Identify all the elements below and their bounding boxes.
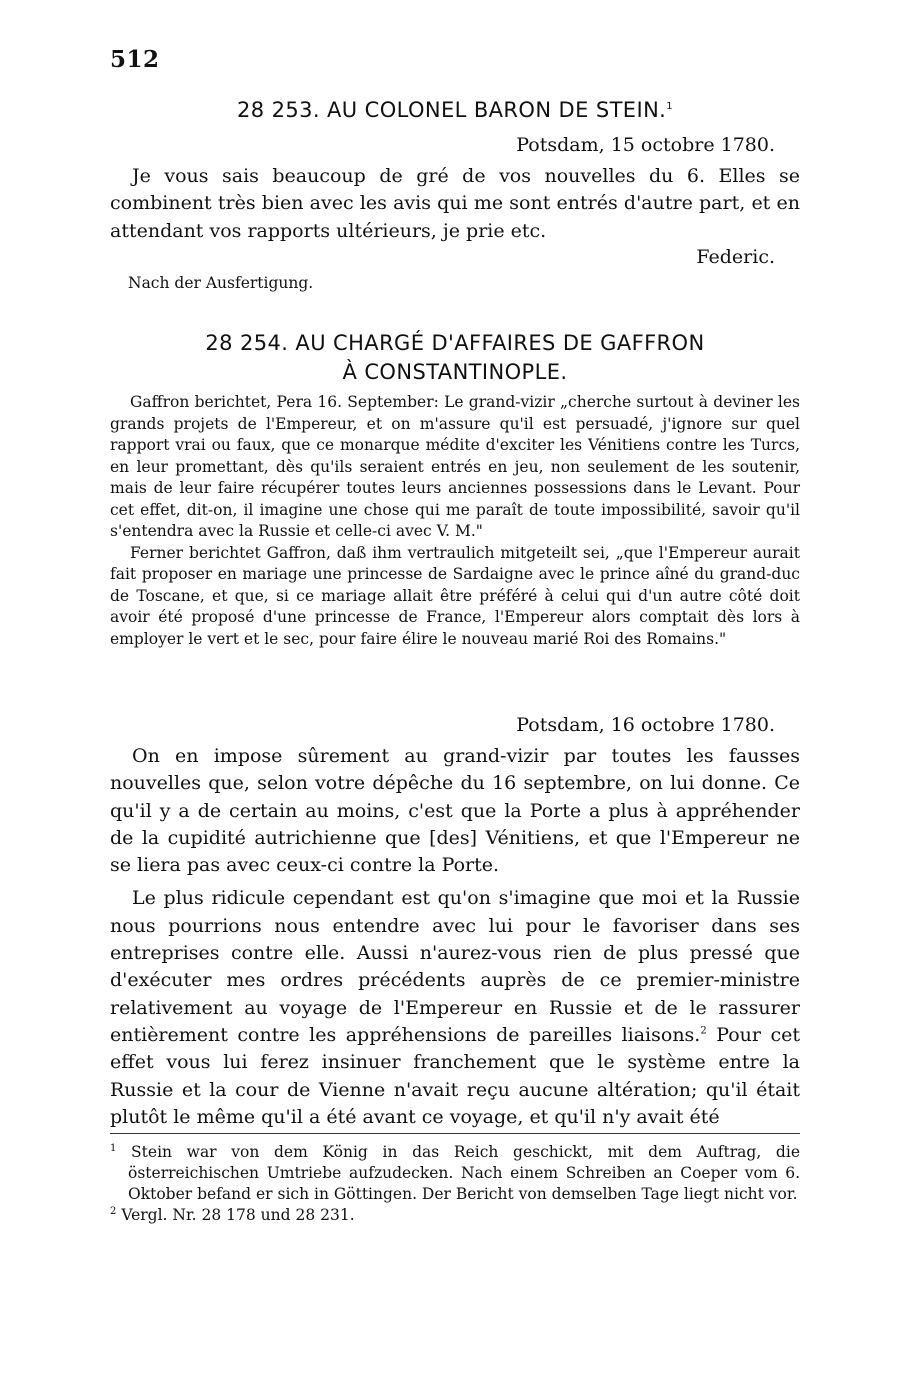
summary-paragraph: Gaffron berichtet, Pera 16. September: Le grand-vizir „cherche surtout à deviner les grands projets de l'Empereur, et on m'assure qu'il est persuadé, j'ignore sur quel rapport vrai ou faux, que ce monarque médite d'exciter les Vénitiens contre les Turcs, en leur promettant, dès qu'ils seraient entrés en jeu, non seulement de les soutenir, mais de leur faire récupérer toutes leurs anciennes possessions dans le Levant. Pour cet effet, dit-on, il imagine une chose qui me paraît de toute impossibilité, savoir qu'il s'entendra avec la Russie et celle-ci avec V. M." bbox=[110, 393, 800, 540]
body-text: Le plus ridicule cependant est qu'on s'imagine que moi et la Russie nous pourrions nous entendre avec lui pour le favoriser dans ses entreprises contre elle. Aussi n'aurez-vous rien de plus pressé que d'exécuter mes ordres précédents auprès de ce premier-ministre relativement au voyage de l'Empereur en Russie et de le rassurer entièrement contre les appréhensions de pareilles liaisons. bbox=[110, 887, 800, 1046]
letter-heading-line: À CONSTANTINOPLE. bbox=[342, 360, 568, 384]
footnote-mark: 1 bbox=[110, 1142, 117, 1154]
footnote-ref: 1 bbox=[666, 101, 674, 112]
dateline: Potsdam, 15 octobre 1780. bbox=[516, 134, 775, 156]
footnote bbox=[110, 1142, 800, 1205]
body-paragraph bbox=[110, 885, 800, 1131]
footnote-text: Vergl. Nr. 28 178 und 28 231. bbox=[121, 1206, 355, 1224]
letter-heading-line: 28 254. AU CHARGÉ D'AFFAIRES DE GAFFRON bbox=[205, 331, 705, 355]
footnote-divider bbox=[110, 1133, 800, 1134]
body-paragraph: On en impose sûrement au grand-vizir par toutes les fausses nouvelles que, selon votre dépêche du 16 septembre, on lui donne. Ce qu'il y a de certain au moins, c'est que la Porte a plus à appréhender de la cupidité autrichienne que [des] Vénitiens, et que l'Empereur ne se liera pas avec ceux-ci contre la Porte. bbox=[110, 745, 800, 877]
footnote-text: Stein war von dem König in das Reich geschickt, mit dem Auftrag, die österreichischen Umtriebe aufzudecken. Nach einem Schreiben an Coeper vom 6. Oktober befand er sich in Göttingen. Der Bericht von demselben Tage liegt nicht vor. bbox=[128, 1143, 800, 1203]
body-text: Pour cet effet vous lui ferez insinuer franchement que le système entre la Russie et la cour de Vienne n'avait reçu aucune altération; qu'il était plutôt le même qu'il a été avant ce voyage, et qu'il n'y avait été bbox=[110, 1023, 800, 1128]
letter-heading bbox=[110, 96, 800, 125]
letter-body: Je vous sais beaucoup de gré de vos nouvelles du 6. Elles se combinent très bien avec les avis qui me sont entrés d'autre part, et en attendant vos rapports ultérieurs, je prie etc. bbox=[110, 165, 800, 242]
footnote-ref: 2 bbox=[700, 1025, 707, 1037]
report-summary bbox=[110, 392, 800, 650]
footnote-mark: 2 bbox=[110, 1205, 117, 1217]
letter-heading-text: 28 253. AU COLONEL BARON DE STEIN. bbox=[236, 98, 667, 122]
footnote bbox=[110, 1205, 800, 1226]
source-note: Nach der Ausfertigung. bbox=[128, 274, 314, 292]
summary-paragraph: Ferner berichtet Gaffron, daß ihm vertraulich mitgeteilt sei, „que l'Empereur aurait fait proposer en mariage une princesse de Sardaigne avec le prince aîné du grand-duc de Toscane, et que, si ce mariage allait être préféré à celui qui d'un autre côté doit avoir été proposé d'une princesse de France, l'Empereur alors comptait dès lors à employer le vert et le sec, pour faire élire le nouveau marié Roi des Romains." bbox=[110, 543, 800, 648]
page-number: 512 bbox=[110, 46, 160, 73]
footnotes bbox=[110, 1142, 800, 1226]
letter-heading bbox=[110, 329, 800, 387]
signature: Federic. bbox=[696, 246, 775, 268]
dateline: Potsdam, 16 octobre 1780. bbox=[516, 714, 775, 736]
letter-body bbox=[110, 743, 800, 1131]
